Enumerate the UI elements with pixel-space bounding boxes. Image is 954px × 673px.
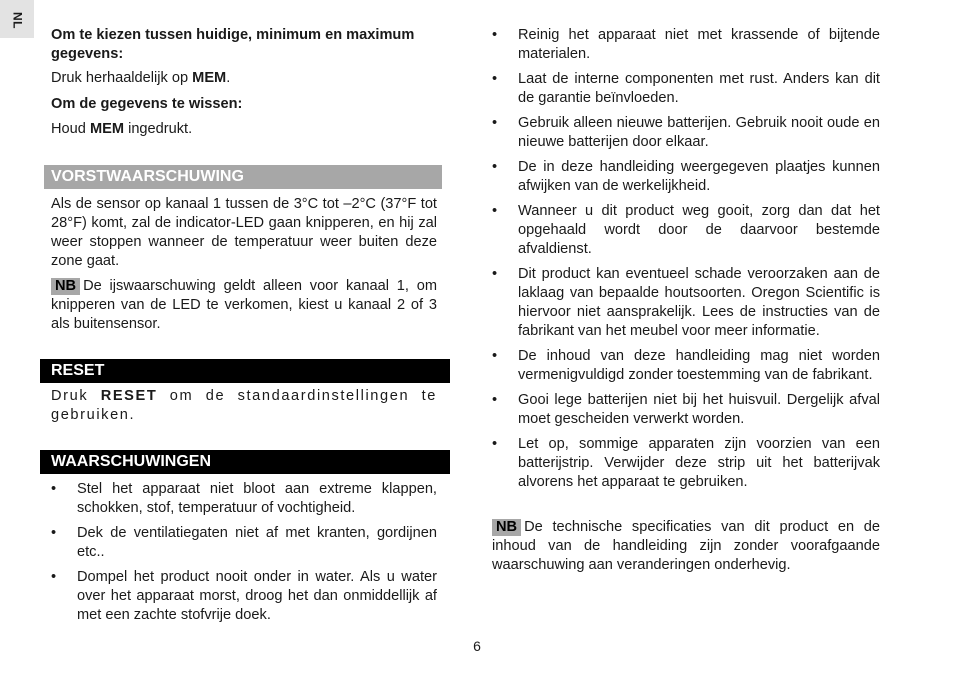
left-column	[44, 26, 444, 631]
frost-warning-body: Als de sensor op kanaal 1 tussen de 3°C tot –2°C (37°F tot 28°F) komt, zal de indicator-LED gaan knipperen, en hij zal weer stoppen wanneer de temperatuur weer buiten deze zone gaat.	[51, 196, 437, 269]
choose-data-title: Om te kiezen tussen huidige, minimum en maximum gegevens:	[51, 27, 415, 62]
frost-warning-note	[51, 277, 437, 334]
list-item: • Gooi lege batterijen niet bij het huisvuil. Dergelijk afval moet gescheiden verwerkt worden.	[490, 391, 880, 429]
clear-data-instruction	[51, 120, 444, 139]
frost-warning-heading: VORSTWAARSCHUWING	[44, 165, 442, 189]
language-label: NL	[10, 12, 25, 29]
list-item: • Let op, sommige apparaten zijn voorzien van een batterijstrip. Verwijder deze strip uit het batterijvak alvorens het apparaat te gebruiken.	[490, 435, 880, 492]
list-item: • Wanneer u dit product weg gooit, zorg dan dat het opgehaald wordt door de daarvoor bestemde afvaldienst.	[490, 202, 880, 259]
list-item: • Gebruik alleen nieuwe batterijen. Gebruik nooit oude en nieuwe batterijen door elkaar.	[490, 114, 880, 152]
list-item: • Dompel het product nooit onder in water. Als u water over het apparaat morst, droog het dan onmiddellijk af met een zachte stofvrije doek.	[49, 568, 437, 625]
list-item: • Dek de ventilatiegaten niet af met kranten, gordijnen etc..	[49, 524, 437, 562]
choose-data-post: .	[226, 70, 231, 86]
language-tab	[0, 0, 34, 38]
choose-data-pre: Druk herhaaldelijk op	[51, 70, 193, 86]
specifications-note	[492, 518, 880, 575]
reset-heading: RESET	[40, 359, 450, 383]
reset-post: om de standaardinstellingen te gebruiken.	[51, 388, 437, 423]
nb-badge: NB	[492, 519, 521, 536]
list-item: • De in deze handleiding weergegeven plaatjes kunnen afwijken van de werkelijkheid.	[490, 158, 880, 196]
page-number: 6	[473, 638, 481, 654]
clear-data-pre: Houd	[51, 121, 90, 137]
choose-data-instruction	[51, 69, 444, 88]
list-item: • Dit product kan eventueel schade veroorzaken aan de laklaag van bepaalde houtsoorten. Oregon Scientific is hiervoor niet aansprakelijk. Lees de instructies van de fabrikant van het meubel voor meer informatie.	[490, 265, 880, 341]
warnings-list-right	[490, 26, 880, 492]
clear-data-post: ingedrukt.	[124, 121, 193, 137]
mem-key: MEM	[192, 70, 227, 86]
warnings-heading: WAARSCHUWINGEN	[40, 450, 450, 474]
list-item: • De inhoud van deze handleiding mag niet worden vermenigvuldigd zonder toestemming van de fabrikant.	[490, 347, 880, 385]
warnings-list-left	[49, 480, 437, 625]
mem-key: MEM	[89, 121, 125, 137]
reset-key: RESET	[100, 388, 158, 404]
list-item: • Stel het apparaat niet bloot aan extreme klappen, schokken, stof, temperatuur of vochtigheid.	[49, 480, 437, 518]
reset-instruction	[51, 387, 437, 425]
right-column	[490, 26, 880, 575]
specifications-note-text: De technische specificaties van dit product en de inhoud van de handleiding zijn zonder voorafgaande waarschuwing aan veranderingen onderhevig.	[492, 519, 880, 573]
reset-pre: Druk	[51, 388, 101, 404]
list-item: • Reinig het apparaat niet met krassende of bijtende materialen.	[490, 26, 880, 64]
nb-badge: NB	[51, 278, 80, 295]
list-item: • Laat de interne componenten met rust. Anders kan dit de garantie beïnvloeden.	[490, 70, 880, 108]
frost-note-text: De ijswaarschuwing geldt alleen voor kanaal 1, om knipperen van de LED te verkomen, kiest u kanaal 2 of 3 als buitensensor.	[51, 278, 437, 332]
clear-data-title: Om de gegevens te wissen:	[51, 96, 243, 112]
